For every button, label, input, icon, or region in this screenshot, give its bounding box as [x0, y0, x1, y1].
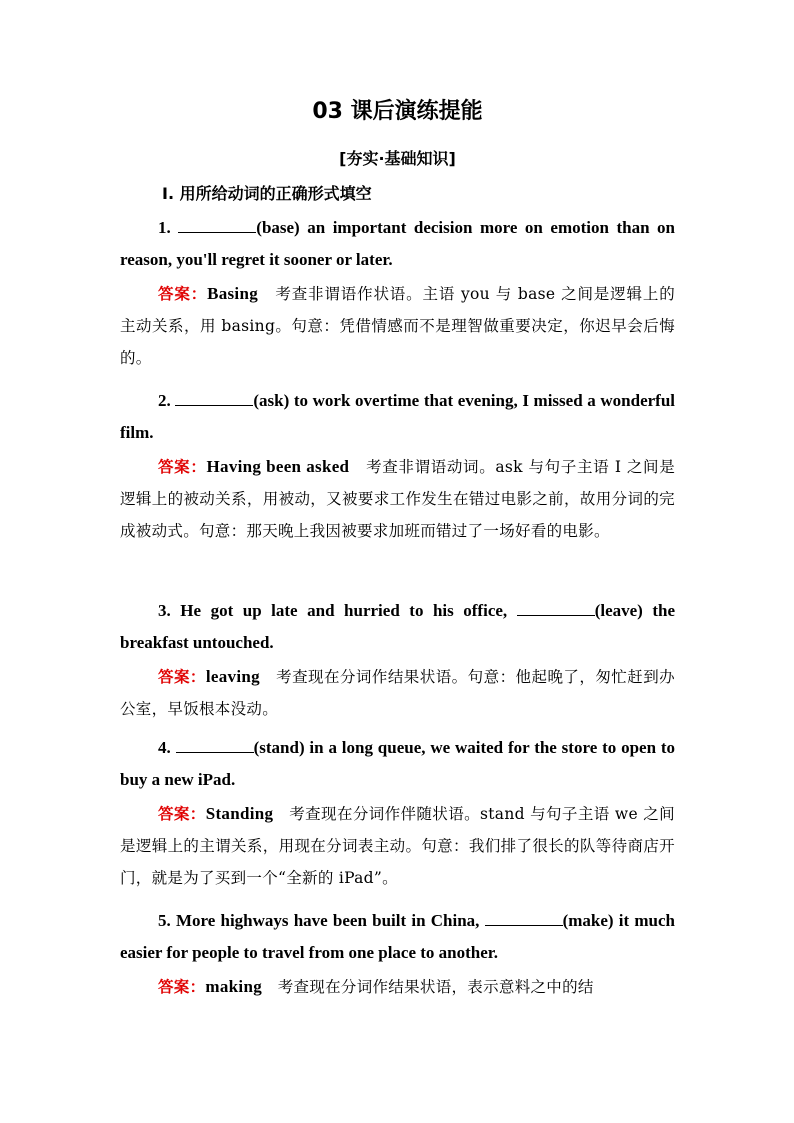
answer-label: 答案： [158, 978, 206, 996]
answer-blank [517, 601, 595, 616]
exercise-heading: Ⅰ. 用所给动词的正确形式填空 [162, 184, 372, 203]
answer-5: 答案：making 考查现在分词作结果状语，表示意料之中的结 [158, 977, 594, 996]
answer-1: 答案：Basing 考查非谓语作状语。主语 you 与 base 之间是逻辑上的主动关系，用 basing。句意：凭借情感而不是理智做重要决定，你迟早会后悔的。 [120, 284, 676, 367]
answer-blank [175, 391, 253, 406]
question-1: 1. (base) an important decision more on emotion than on reason, you'll regret it sooner or later. [120, 218, 676, 269]
page-title: 03 课后演练提能 [312, 99, 483, 124]
answer-label: 答案： [158, 458, 207, 476]
answer-label: 答案： [158, 668, 206, 686]
question-2: 2. (ask) to work overtime that evening, I missed a wonderful film. [120, 391, 676, 442]
question-3: 3. He got up late and hurried to his office, (leave) the breakfast untouched. [120, 601, 676, 652]
answer-label: 答案： [158, 805, 206, 823]
section-subtitle: [夯实·基础知识] [339, 149, 456, 168]
answer-blank [485, 911, 563, 926]
question-4: 4. (stand) in a long queue, we waited for the store to open to buy a new iPad. [120, 738, 676, 789]
answer-blank [176, 738, 254, 753]
question-5: 5. More highways have been built in China, (make) it much easier for people to travel from one place to another. [120, 911, 676, 962]
answer-3: 答案：leaving 考查现在分词作结果状语。句意：他起晚了，匆忙赶到办公室，早饭根本没动。 [120, 667, 675, 718]
answer-2: 答案：Having been asked 考查非谓语动词。ask 与句子主语 I 之间是逻辑上的被动关系，用被动，又被要求工作发生在错过电影之前，故用分词的完成被动式。句意：那天晚上我因被要求加班而错过了一场好看的电影。 [120, 457, 675, 540]
answer-4: 答案：Standing 考查现在分词作伴随状语。stand 与句子主语 we 之间是逻辑上的主谓关系，用现在分词表主动。句意：我们排了很长的队等待商店开门，就是为了买到一个“全新的 iPad”。 [120, 804, 675, 887]
answer-blank [178, 218, 256, 233]
answer-label: 答案： [158, 285, 208, 303]
